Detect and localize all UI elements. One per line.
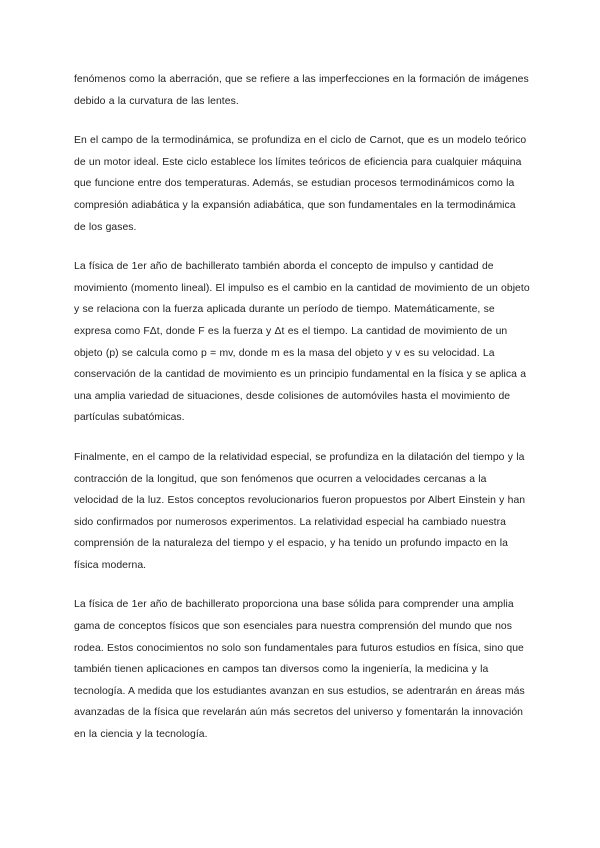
document-body [74, 69, 530, 764]
paragraph-special-relativity: Finalmente, en el campo de la relatividad especial, se profundiza en la dilatación del tiempo y la contracción de la longitud, que son fenómenos que ocurren a velocidades cercanas a la velocidad de la luz. Estos conceptos revolucionarios fueron propuestos por Albert Einstein y han sido confirmados por numerosos experimentos. La relatividad especial ha cambiado nuestra comprensión de la naturaleza del tiempo y el espacio, y ha tenido un profundo impacto en la física moderna. [74, 451, 526, 571]
paragraph-impulse-momentum: La física de 1er año de bachillerato también aborda el concepto de impulso y cantidad de movimiento (momento lineal). El impulso es el cambio en la cantidad de movimiento de un objeto y se relaciona con la fuerza aplicada durante un período de tiempo. Matemáticamente, se expresa como FΔt, donde F es la fuerza y Δt es el tiempo. La cantidad de movimiento de un objeto (p) se calcula como p = mv, donde m es la masa del objeto y v es su velocidad. La conservación de la cantidad de movimiento es un principio fundamental en la física y se aplica a una amplia variedad de situaciones, desde colisiones de automóviles hasta el movimiento de partículas subatómicas. [74, 261, 530, 424]
paragraph-conclusion: La física de 1er año de bachillerato proporciona una base sólida para comprender una amplia gama de conceptos físicos que son esenciales para nuestra comprensión del mundo que nos rodea. Estos conocimientos no solo son fundamentales para futuros estudios en física, sino que también tienen aplicaciones en campos tan diversos como la ingeniería, la medicina y la tecnología. A medida que los estudiantes avanzan en sus estudios, se adentrarán en áreas más avanzadas de la física que revelarán aún más secretos del universo y fomentarán la innovación en la ciencia y la tecnología. [74, 599, 525, 741]
paragraph-aberration: fenómenos como la aberración, que se refiere a las imperfecciones en la formación de imágenes debido a la curvatura de las lentes. [74, 74, 529, 107]
paragraph-thermodynamics: En el campo de la termodinámica, se profundiza en el ciclo de Carnot, que es un modelo teórico de un motor ideal. Este ciclo establece los límites teóricos de eficiencia para cualquier máquina que funcione entre dos temperaturas. Además, se estudian procesos termodinámicos como la compresión adiabática y la expansión adiabática, que son fundamentales en la termodinámica de los gases. [74, 135, 527, 233]
